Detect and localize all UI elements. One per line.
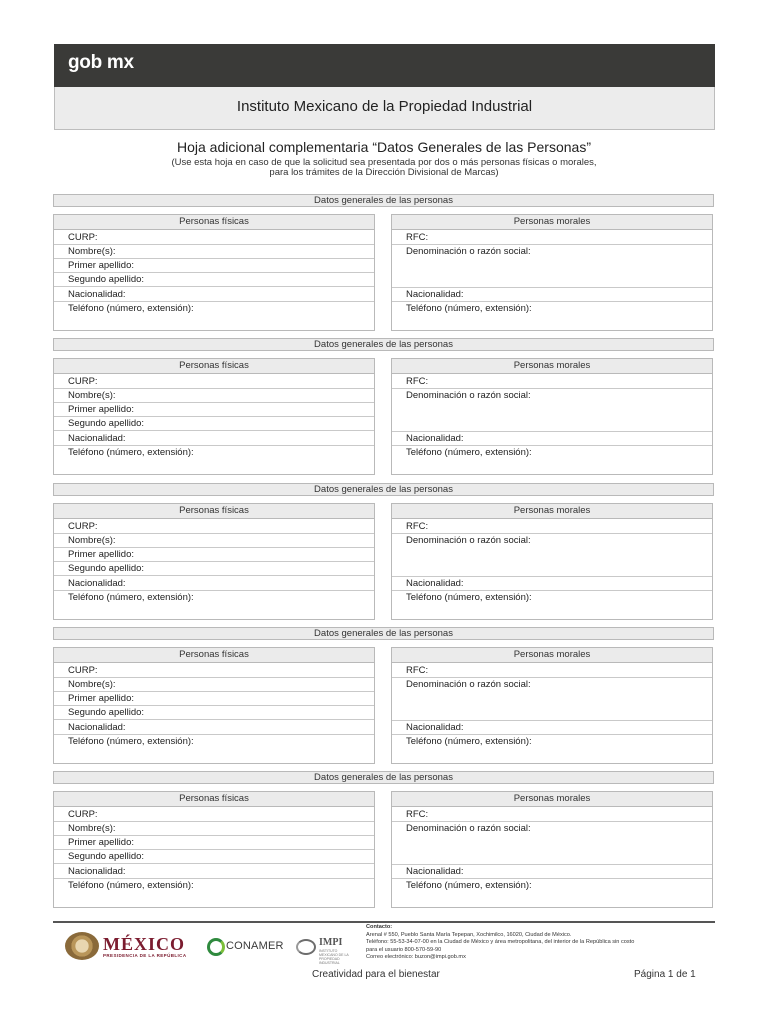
document-subtitle-line2: para los trámites de la Dirección Divisional de Marcas) bbox=[269, 167, 499, 178]
morales-rfc-label: RFC: bbox=[406, 809, 429, 820]
fisicas-primer-apellido-label: Primer apellido: bbox=[68, 693, 134, 704]
morales-telefono-field[interactable] bbox=[392, 302, 712, 316]
contact-email: Correo electrónico: buzon@impi.gob.mx bbox=[366, 954, 466, 961]
fisicas-nacionalidad-field[interactable] bbox=[54, 865, 374, 879]
fisicas-primer-apellido-label: Primer apellido: bbox=[68, 404, 134, 415]
morales-telefono-label: Teléfono (número, extensión): bbox=[406, 447, 532, 458]
fisicas-telefono-label: Teléfono (número, extensión): bbox=[68, 303, 194, 314]
fisicas-telefono-field[interactable] bbox=[54, 302, 374, 316]
fisicas-nombre-field[interactable] bbox=[54, 245, 374, 259]
fisicas-primer-apellido-label: Primer apellido: bbox=[68, 549, 134, 560]
fisicas-segundo-apellido-field[interactable] bbox=[54, 417, 374, 431]
section-header: Datos generales de las personas bbox=[53, 338, 714, 351]
fisicas-nacionalidad-field[interactable] bbox=[54, 432, 374, 446]
fisicas-nacionalidad-label: Nacionalidad: bbox=[68, 722, 126, 733]
morales-rfc-label: RFC: bbox=[406, 665, 429, 676]
fisicas-primer-apellido-label: Primer apellido: bbox=[68, 260, 134, 271]
morales-telefono-label: Teléfono (número, extensión): bbox=[406, 880, 532, 891]
morales-denominacion-label: Denominación o razón social: bbox=[406, 246, 531, 257]
fisicas-curp-label: CURP: bbox=[68, 232, 98, 243]
impi-logo-subtitle: INSTITUTO MEXICANO DE LA PROPIEDAD INDUSTRIAL bbox=[319, 949, 349, 965]
institute-banner bbox=[54, 87, 715, 130]
morales-rfc-field[interactable] bbox=[392, 231, 712, 245]
morales-telefono-label: Teléfono (número, extensión): bbox=[406, 303, 532, 314]
section-header: Datos generales de las personas bbox=[53, 483, 714, 496]
personas-fisicas-panel bbox=[53, 214, 375, 331]
morales-nacionalidad-label: Nacionalidad: bbox=[406, 578, 464, 589]
fisicas-curp-field[interactable] bbox=[54, 375, 374, 389]
morales-rfc-label: RFC: bbox=[406, 376, 429, 387]
personas-morales-title: Personas morales bbox=[392, 792, 712, 807]
fisicas-curp-field[interactable] bbox=[54, 231, 374, 245]
fisicas-nacionalidad-field[interactable] bbox=[54, 288, 374, 302]
personas-fisicas-title: Personas físicas bbox=[54, 215, 374, 230]
morales-denominacion-field[interactable] bbox=[392, 389, 712, 432]
footer-logos bbox=[53, 924, 363, 966]
fisicas-nombre-field[interactable] bbox=[54, 822, 374, 836]
personas-fisicas-panel bbox=[53, 358, 375, 475]
persons-section bbox=[53, 483, 714, 620]
fisicas-primer-apellido-field[interactable] bbox=[54, 548, 374, 562]
personas-fisicas-title: Personas físicas bbox=[54, 648, 374, 663]
morales-nacionalidad-label: Nacionalidad: bbox=[406, 866, 464, 877]
footer-divider bbox=[53, 921, 715, 923]
fisicas-curp-label: CURP: bbox=[68, 521, 98, 532]
fisicas-nacionalidad-field[interactable] bbox=[54, 577, 374, 591]
morales-nacionalidad-field[interactable] bbox=[392, 288, 712, 302]
personas-morales-title: Personas morales bbox=[392, 215, 712, 230]
fisicas-nombre-label: Nombre(s): bbox=[68, 535, 116, 546]
morales-nacionalidad-label: Nacionalidad: bbox=[406, 433, 464, 444]
mexico-logo-text: MÉXICO bbox=[103, 934, 185, 954]
morales-denominacion-field[interactable] bbox=[392, 678, 712, 721]
fisicas-nacionalidad-label: Nacionalidad: bbox=[68, 866, 126, 877]
fisicas-curp-label: CURP: bbox=[68, 665, 98, 676]
personas-morales-panel bbox=[391, 791, 713, 908]
fisicas-primer-apellido-field[interactable] bbox=[54, 403, 374, 417]
personas-fisicas-panel bbox=[53, 791, 375, 908]
personas-fisicas-title: Personas físicas bbox=[54, 504, 374, 519]
fisicas-telefono-label: Teléfono (número, extensión): bbox=[68, 880, 194, 891]
morales-rfc-field[interactable] bbox=[392, 664, 712, 678]
fisicas-telefono-label: Teléfono (número, extensión): bbox=[68, 592, 194, 603]
personas-morales-title: Personas morales bbox=[392, 504, 712, 519]
morales-denominacion-field[interactable] bbox=[392, 534, 712, 577]
fisicas-nacionalidad-label: Nacionalidad: bbox=[68, 578, 126, 589]
fisicas-primer-apellido-field[interactable] bbox=[54, 836, 374, 850]
fisicas-segundo-apellido-label: Segundo apellido: bbox=[68, 707, 145, 718]
morales-nacionalidad-field[interactable] bbox=[392, 865, 712, 879]
contact-info bbox=[366, 924, 716, 962]
fisicas-curp-field[interactable] bbox=[54, 520, 374, 534]
mexico-seal-icon bbox=[65, 932, 99, 960]
document-title: Hoja adicional complementaria “Datos Generales de las Personas” bbox=[177, 139, 591, 155]
contact-phone-2: para el usuario 800-570-59-90 bbox=[366, 946, 442, 953]
fisicas-segundo-apellido-label: Segundo apellido: bbox=[68, 563, 145, 574]
fisicas-telefono-field[interactable] bbox=[54, 879, 374, 893]
section-header: Datos generales de las personas bbox=[53, 194, 714, 207]
fisicas-curp-label: CURP: bbox=[68, 376, 98, 387]
contact-address: Arenal # 550, Pueblo Santa María Tepepan, Xochimilco, 16020, Ciudad de México. bbox=[366, 931, 572, 938]
fisicas-telefono-label: Teléfono (número, extensión): bbox=[68, 447, 194, 458]
personas-fisicas-title: Personas físicas bbox=[54, 792, 374, 807]
morales-denominacion-label: Denominación o razón social: bbox=[406, 823, 531, 834]
fisicas-segundo-apellido-label: Segundo apellido: bbox=[68, 274, 145, 285]
morales-nacionalidad-label: Nacionalidad: bbox=[406, 289, 464, 300]
document-subtitle-line1: (Use esta hoja en caso de que la solicitud sea presentada por dos o más personas físicas o morales, bbox=[171, 157, 597, 168]
morales-denominacion-label: Denominación o razón social: bbox=[406, 535, 531, 546]
personas-fisicas-panel bbox=[53, 647, 375, 764]
fisicas-telefono-field[interactable] bbox=[54, 446, 374, 460]
fisicas-nacionalidad-label: Nacionalidad: bbox=[68, 289, 126, 300]
fisicas-curp-label: CURP: bbox=[68, 809, 98, 820]
morales-telefono-label: Teléfono (número, extensión): bbox=[406, 592, 532, 603]
personas-morales-panel bbox=[391, 647, 713, 764]
morales-nacionalidad-label: Nacionalidad: bbox=[406, 722, 464, 733]
morales-telefono-field[interactable] bbox=[392, 446, 712, 460]
conamer-logo-text: CONAMER bbox=[226, 940, 284, 952]
conamer-icon bbox=[207, 938, 225, 956]
fisicas-nombre-label: Nombre(s): bbox=[68, 679, 116, 690]
morales-denominacion-field[interactable] bbox=[392, 822, 712, 865]
section-header: Datos generales de las personas bbox=[53, 627, 714, 640]
mexico-logo-subtitle: PRESIDENCIA DE LA REPÚBLICA bbox=[103, 953, 187, 958]
morales-denominacion-field[interactable] bbox=[392, 245, 712, 288]
fisicas-nombre-field[interactable] bbox=[54, 678, 374, 692]
footer-slogan: Creatividad para el bienestar bbox=[312, 969, 440, 980]
fisicas-primer-apellido-field[interactable] bbox=[54, 259, 374, 273]
morales-telefono-field[interactable] bbox=[392, 591, 712, 605]
fisicas-telefono-field[interactable] bbox=[54, 735, 374, 749]
gob-header-bar bbox=[54, 44, 715, 87]
morales-rfc-field[interactable] bbox=[392, 808, 712, 822]
personas-morales-title: Personas morales bbox=[392, 648, 712, 663]
contact-title: Contacto: bbox=[366, 924, 393, 930]
page-number: Página 1 de 1 bbox=[634, 969, 696, 980]
persons-section bbox=[53, 627, 714, 764]
fisicas-nombre-label: Nombre(s): bbox=[68, 390, 116, 401]
morales-rfc-field[interactable] bbox=[392, 375, 712, 389]
fisicas-segundo-apellido-field[interactable] bbox=[54, 706, 374, 720]
personas-morales-panel bbox=[391, 503, 713, 620]
morales-nacionalidad-field[interactable] bbox=[392, 577, 712, 591]
morales-denominacion-label: Denominación o razón social: bbox=[406, 679, 531, 690]
morales-rfc-label: RFC: bbox=[406, 232, 429, 243]
fisicas-telefono-label: Teléfono (número, extensión): bbox=[68, 736, 194, 747]
personas-morales-panel bbox=[391, 358, 713, 475]
fisicas-primer-apellido-field[interactable] bbox=[54, 692, 374, 706]
gob-mx-logo: gob mx bbox=[68, 52, 134, 73]
morales-telefono-field[interactable] bbox=[392, 735, 712, 749]
fisicas-nombre-field[interactable] bbox=[54, 389, 374, 403]
fisicas-telefono-field[interactable] bbox=[54, 591, 374, 605]
morales-rfc-label: RFC: bbox=[406, 521, 429, 532]
personas-fisicas-panel bbox=[53, 503, 375, 620]
persons-section bbox=[53, 338, 714, 475]
morales-telefono-field[interactable] bbox=[392, 879, 712, 893]
personas-morales-panel bbox=[391, 214, 713, 331]
institute-title: Instituto Mexicano de la Propiedad Industrial bbox=[236, 98, 533, 115]
fisicas-nombre-label: Nombre(s): bbox=[68, 246, 116, 257]
morales-rfc-field[interactable] bbox=[392, 520, 712, 534]
fisicas-curp-field[interactable] bbox=[54, 664, 374, 678]
fisicas-segundo-apellido-label: Segundo apellido: bbox=[68, 418, 145, 429]
fisicas-segundo-apellido-field[interactable] bbox=[54, 273, 374, 287]
fisicas-segundo-apellido-field[interactable] bbox=[54, 850, 374, 864]
fisicas-nombre-field[interactable] bbox=[54, 534, 374, 548]
fisicas-nombre-label: Nombre(s): bbox=[68, 823, 116, 834]
fisicas-segundo-apellido-field[interactable] bbox=[54, 562, 374, 576]
persons-section bbox=[53, 771, 714, 908]
fisicas-nacionalidad-field[interactable] bbox=[54, 721, 374, 735]
fisicas-nacionalidad-label: Nacionalidad: bbox=[68, 433, 126, 444]
morales-nacionalidad-field[interactable] bbox=[392, 721, 712, 735]
fisicas-segundo-apellido-label: Segundo apellido: bbox=[68, 851, 145, 862]
contact-phone: Teléfono: 55-53-34-07-00 en la Ciudad de México y área metropolitana, del interior de la República sin costo bbox=[366, 939, 635, 946]
personas-fisicas-title: Personas físicas bbox=[54, 359, 374, 374]
fisicas-primer-apellido-label: Primer apellido: bbox=[68, 837, 134, 848]
morales-nacionalidad-field[interactable] bbox=[392, 432, 712, 446]
morales-denominacion-label: Denominación o razón social: bbox=[406, 390, 531, 401]
impi-logo-text: IMPI bbox=[319, 937, 343, 948]
section-header: Datos generales de las personas bbox=[53, 771, 714, 784]
persons-section bbox=[53, 194, 714, 331]
impi-icon bbox=[296, 939, 316, 955]
fisicas-curp-field[interactable] bbox=[54, 808, 374, 822]
morales-telefono-label: Teléfono (número, extensión): bbox=[406, 736, 532, 747]
personas-morales-title: Personas morales bbox=[392, 359, 712, 374]
